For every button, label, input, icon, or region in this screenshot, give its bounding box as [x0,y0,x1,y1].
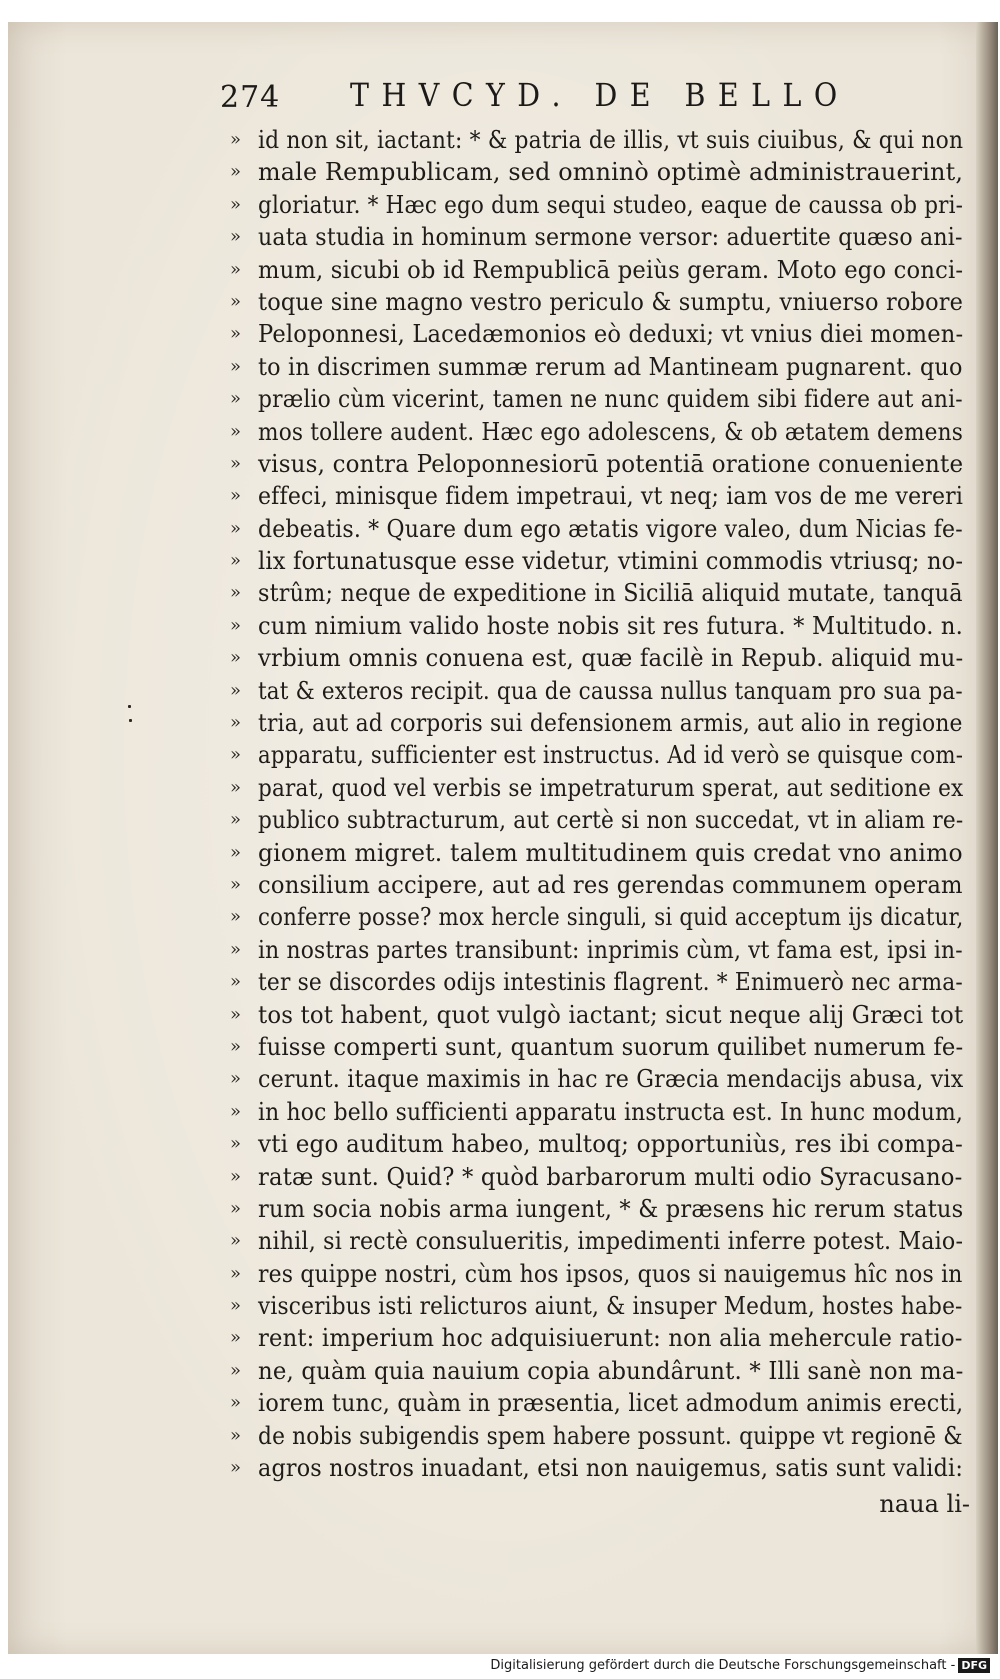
line-text: vrbium omnis conuena est, quæ facilè in Repub. aliquid mu- [258,644,964,673]
line-text: tria, aut ad corporis sui defensionem armis, aut alio in regione [258,709,963,738]
quote-marker: » [230,712,242,734]
text-line [230,416,1000,448]
line-text: visus, contra Peloponnesiorū potentiā oratione conueniente [258,449,964,478]
quote-marker: » [230,1424,242,1446]
quote-marker: » [230,1035,242,1057]
margin-mark [128,705,131,708]
text-line [230,254,1000,286]
text-line [230,999,1000,1031]
quote-marker: » [230,388,242,410]
text-line [230,1096,1000,1128]
line-text: ne, quàm quia nauium copia abundârunt. * Illi sanè non ma- [258,1356,964,1385]
text-line [230,707,1000,739]
quote-marker: » [230,744,242,766]
line-text: visceribus isti relicturos aiunt, & insuper Medum, hostes habe- [258,1292,963,1321]
quote-marker: » [230,1295,242,1317]
text-line [230,966,1000,998]
page-number: 274 [220,80,281,115]
text-line [230,221,1000,253]
text-line [230,1322,1000,1354]
quote-marker: » [230,614,242,636]
line-text: cerunt. itaque maximis in hac re Græcia mendacijs abusa, vix [258,1065,964,1094]
catchword: naua li- [879,1490,970,1518]
line-text: effeci, minisque fidem impetraui, vt neq; iam vos de me vereri [258,482,964,511]
quote-marker: » [230,1230,242,1252]
quote-marker: » [230,1327,242,1349]
line-text: iorem tunc, quàm in præsentia, licet admodum animis erecti, [258,1389,964,1418]
line-text: debeatis. * Quare dum ego ætatis vigore valeo, dum Nicias fe- [258,514,963,543]
quote-marker: » [230,258,242,280]
quote-marker: » [230,1165,242,1187]
line-text: Peloponnesi, Lacedæmonios eò deduxi; vt vnius diei momen- [258,320,964,349]
text-line [230,772,1000,804]
text-line [230,156,1000,188]
quote-marker: » [230,647,242,669]
line-text: in nostras partes transibunt: inprimis cùm, vt fama est, ipsi in- [258,935,963,964]
quote-marker: » [230,129,242,150]
line-text: apparatu, sufficienter est instructus. Ad id verò se quisque com- [258,741,964,770]
quote-marker: » [230,938,242,960]
line-text: res quippe nostri, cùm hos ipsos, quos si nauigemus hîc nos in [258,1259,963,1288]
line-text: ratæ sunt. Quid? * quòd barbarorum multi odio Syracusano- [258,1162,963,1191]
text-line [230,1452,1000,1484]
text-line [230,1420,1000,1452]
quote-marker: » [230,452,242,474]
text-line [230,1258,1000,1290]
line-text: fuisse comperti sunt, quantum suorum quilibet numerum fe- [258,1032,964,1061]
text-line [230,804,1000,836]
quote-marker: » [230,906,242,928]
quote-marker: » [230,420,242,442]
text-line [230,869,1000,901]
quote-marker: » [230,971,242,993]
quote-marker: » [230,550,242,572]
text-line [230,545,1000,577]
line-text: rent: imperium hoc adquisiuerunt: non alia mehercule ratio- [258,1324,963,1353]
quote-marker: » [230,226,242,248]
line-text: agros nostros inuadant, etsi non nauigemus, satis sunt validi: [258,1454,964,1483]
line-text: consilium accipere, aut ad res gerendas communem operam [258,870,963,899]
dfg-logo: DFG [958,1658,990,1673]
quote-marker: » [230,355,242,377]
quote-marker: » [230,1262,242,1284]
text-line [230,837,1000,869]
text-line [230,286,1000,318]
text-line [230,1031,1000,1063]
line-text: rum socia nobis arma iungent, * & præsens hic rerum status [258,1194,964,1223]
line-text: lix fortunatusque esse videtur, vtimini commodis vtriusq; no- [258,547,964,576]
line-text: vti ego auditum habeo, multoq; opportuniùs, res ibi compa- [258,1130,963,1159]
line-text: de nobis subigendis spem habere possunt. quippe vt regionē & [258,1421,963,1450]
line-text: to in discrimen summæ rerum ad Mantineam pugnarent. quo [258,352,963,381]
quote-marker: » [230,809,242,831]
line-text: nihil, si rectè consulueritis, impedimenti inferre potest. Maio- [258,1227,964,1256]
text-line [230,642,1000,674]
header-title: THVCYD. DE BELLO [350,76,850,114]
text-line [230,1290,1000,1322]
text-line [230,1161,1000,1193]
text-line [230,1387,1000,1419]
quote-marker: » [230,1392,242,1414]
line-text: gionem migret. talem multitudinem quis credat vno animo [258,838,963,867]
text-line [230,318,1000,350]
line-text: tat & exteros recipit. qua de caussa nullus tanquam pro sua pa- [258,676,963,705]
running-head [220,72,860,122]
quote-marker: » [230,873,242,895]
quote-marker: » [230,193,242,215]
line-text: tos tot habent, quot vulgò iactant; sicut neque alij Græci tot [258,1000,964,1029]
quote-marker: » [230,776,242,798]
text-line [230,480,1000,512]
quote-marker: » [230,841,242,863]
text-line [230,189,1000,221]
footer-credit-text: Digitalisierung gefördert durch die Deutsche Forschungsgemeinschaft - [490,1658,956,1673]
text-line [230,383,1000,415]
margin-mark [129,719,132,722]
text-line [230,1193,1000,1225]
quote-marker: » [230,323,242,345]
text-line [230,1225,1000,1257]
quote-marker: » [230,290,242,312]
quote-marker: » [230,1133,242,1155]
line-text: male Rempublicam, sed omninò optimè administrauerint, [258,158,964,187]
quote-marker: » [230,1003,242,1025]
quote-marker: » [230,1068,242,1090]
line-text: cum nimium valido hoste nobis sit res futura. * Multitudo. n. [258,611,964,640]
text-line [230,1355,1000,1387]
line-text: toque sine magno vestro periculo & sumptu, vniuerso robore [258,287,964,316]
quote-marker: » [230,1457,242,1479]
text-block [230,124,1000,1484]
quote-marker: » [230,161,242,183]
text-line [230,351,1000,383]
text-line [230,1063,1000,1095]
quote-marker: » [230,1100,242,1122]
text-line [230,513,1000,545]
text-line [230,577,1000,609]
text-line [230,610,1000,642]
line-text: uata studia in hominum sermone versor: aduertite quæso ani- [258,223,963,252]
quote-marker: » [230,1359,242,1381]
line-text: in hoc bello sufficienti apparatu instructa est. In hunc modum, [258,1097,964,1126]
line-text: mos tollere audent. Hæc ego adolescens, & ob ætatem demens [258,417,964,446]
line-text: strûm; neque de expeditione in Siciliā aliquid mutate, tanquā [258,579,963,608]
line-text: gloriatur. * Hæc ego dum sequi studeo, eaque de caussa ob pri- [258,190,964,219]
footer-bar [0,1654,1000,1679]
quote-marker: » [230,517,242,539]
text-line [230,934,1000,966]
text-line [230,901,1000,933]
line-text: ter se discordes odijs intestinis flagrent. * Enimuerò nec arma- [258,968,963,997]
text-line [230,675,1000,707]
text-line [230,1128,1000,1160]
quote-marker: » [230,1197,242,1219]
text-line [230,448,1000,480]
text-line [230,124,1000,156]
line-text: parat, quod vel verbis se impetraturum sperat, aut seditione ex [258,773,964,802]
line-text: publico subtracturum, aut certè si non succedat, vt in aliam re- [258,806,964,835]
quote-marker: » [230,582,242,604]
quote-marker: » [230,679,242,701]
footer-credit [490,1658,990,1673]
line-text: mum, sicubi ob id Rempublicā peiùs geram. Moto ego conci- [258,255,964,284]
line-text: prælio cùm vicerint, tamen ne nunc quidem sibi fidere aut ani- [258,385,963,414]
quote-marker: » [230,485,242,507]
line-text: conferre posse? mox hercle singuli, si quid acceptum ijs dicatur, [258,903,964,932]
text-line [230,739,1000,771]
line-text: id non sit, iactant: * & patria de illis, vt suis ciuibus, & qui non [258,126,964,154]
